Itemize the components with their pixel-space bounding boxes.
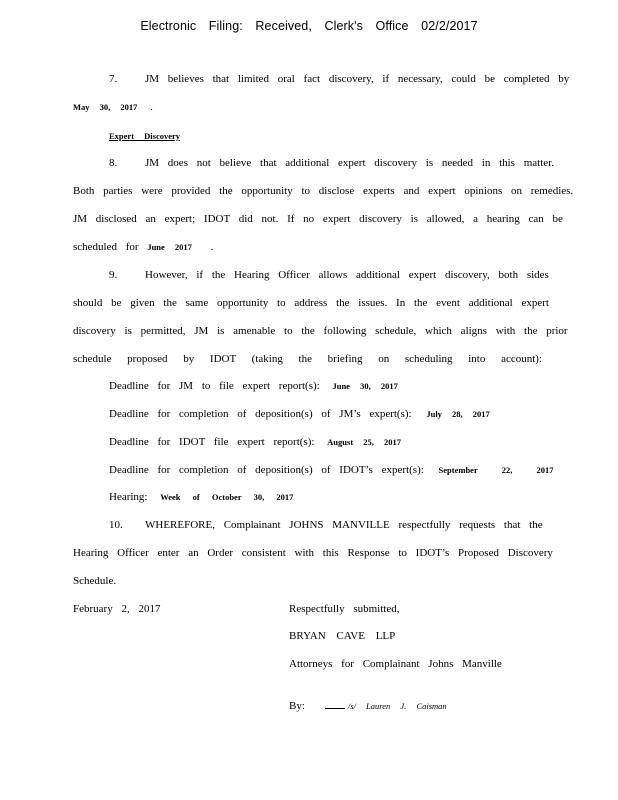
para9-line3: discovery is permitted, JM is amenable to the following schedule, which aligns with the prior — [73, 325, 568, 337]
para7-date: May 30, 2017 — [73, 102, 138, 112]
para8-line4: scheduled for June 2017 . — [73, 241, 214, 253]
para8-line1: 8. JM does not believe that additional expert discovery is needed in this matter. — [109, 157, 554, 169]
para10-line1: 10. WHEREFORE, Complainant JOHNS MANVILLE respectfully requests that the — [109, 519, 543, 531]
para10-number: 10. — [109, 519, 123, 531]
filing-stamp-header: Electronic Filing: Received, Clerk's Office 02/2/2017 — [140, 19, 478, 33]
para7-number: 7. — [109, 73, 118, 85]
para10-line2: Hearing Officer enter an Order consistent with this Response to IDOT’s Proposed Discovery — [73, 547, 553, 559]
para8-line3: JM disclosed an expert; IDOT did not. If no expert discovery is allowed, a hearing can be — [73, 213, 563, 225]
schedule-date: September 22, 2017 — [438, 465, 554, 475]
schedule-item: Deadline for completion of deposition(s) of JM’s expert(s): July 28, 2017 — [109, 408, 490, 420]
para8-line2: Both parties were provided the opportunity to disclose experts and expert opinions on remedies. — [73, 185, 574, 197]
para9-line2: should be given the same opportunity to address the issues. In the event additional expert — [73, 297, 549, 309]
schedule-item: Deadline for IDOT file expert report(s): August 25, 2017 — [109, 436, 402, 448]
section-heading: Expert Discovery — [109, 131, 181, 141]
para8-number: 8. — [109, 157, 118, 169]
signature-date: February 2, 2017 — [73, 603, 161, 615]
signature-by-line: By: /s/ Lauren J. Caisman — [289, 700, 447, 712]
schedule-date: June 30, 2017 — [332, 381, 398, 391]
schedule-item: Deadline for JM to file expert report(s): June 30, 2017 — [109, 380, 398, 392]
attorney-role: Attorneys for Complainant Johns Manville — [289, 658, 502, 670]
para7-line2: May 30, 2017 . — [73, 101, 153, 113]
schedule-item: Deadline for completion of deposition(s) of IDOT’s expert(s): September 22, 2017 — [109, 464, 554, 476]
signature-blank — [325, 699, 345, 709]
para8-date: June 2017 — [147, 242, 192, 252]
para10-line3: Schedule. — [73, 575, 117, 587]
schedule-date: August 25, 2017 — [327, 437, 402, 447]
para9-number: 9. — [109, 269, 118, 281]
signer-name: /s/ Lauren J. Caisman — [347, 701, 447, 711]
para9-line1: 9. However, if the Hearing Officer allows additional expert discovery, both sides — [109, 269, 549, 281]
para7-line1: 7. JM believes that limited oral fact discovery, if necessary, could be completed by — [109, 73, 570, 85]
hearing-line: Hearing: Week of October 30, 2017 — [109, 491, 294, 503]
law-firm-name: BRYAN CAVE LLP — [289, 630, 396, 642]
para9-line4: schedule proposed by IDOT (taking the briefing on scheduling into account): — [73, 353, 542, 365]
hearing-date: Week of October 30, 2017 — [160, 492, 294, 502]
signature-closing: Respectfully submitted, — [289, 603, 400, 615]
schedule-date: July 28, 2017 — [426, 409, 490, 419]
